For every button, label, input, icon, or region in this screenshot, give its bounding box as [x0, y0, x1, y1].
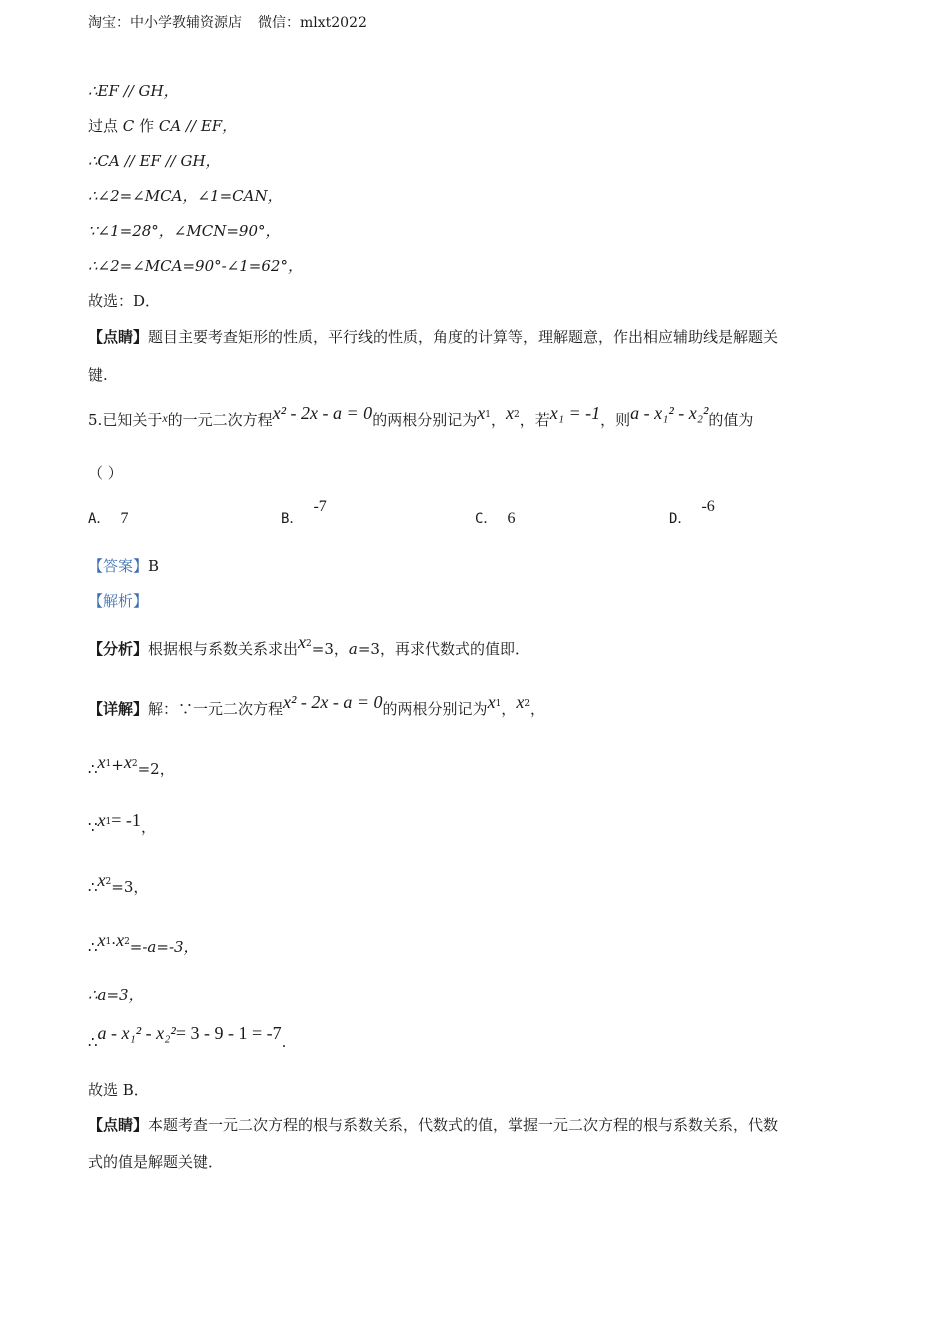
- step-1: $\therefore x_1+x_2=2$，: [88, 752, 175, 778]
- prev-line-1: ∴EF // GH，: [88, 82, 179, 100]
- expression: a - x₁² - x₂²: [630, 403, 709, 423]
- step-6: ∴a - x₁² - x₂²= 3 - 9 - 1 = -7.: [88, 1023, 287, 1051]
- comment-tag: 【点睛】: [88, 328, 149, 346]
- page-header: [88, 12, 367, 34]
- wechat-id: 微信：mlxt2022: [258, 15, 367, 31]
- step-4: $\therefore x_1\cdot x_2=-a=-3$，: [88, 930, 199, 956]
- dianjing-cont: 式的值是解题关键．: [88, 1153, 224, 1171]
- prev-comment-cont: 键.: [88, 366, 108, 384]
- prev-line-6: ∴∠2=∠MCA=90°-∠1=62°，: [88, 257, 303, 275]
- dianjing-line: 【点睛】本题考查一元二次方程的根与系数关系，代数式的值，掌握一元二次方程的根与系数关系，代数: [88, 1116, 779, 1134]
- prev-line-2: 过点 C 作 CA // EF，: [88, 117, 238, 135]
- equation: x² - 2x - a = 0: [272, 403, 373, 423]
- option-d[interactable]: D．-6: [669, 498, 715, 527]
- xiangjie-line: 【详解】解：∵一元二次方程x² - 2x - a = 0的两根分别记为$x_1$，$x_2$，: [88, 692, 546, 718]
- step-2: $\because x_1= -1$，: [88, 810, 156, 836]
- step-3: $\therefore x_2=3$，: [88, 870, 149, 896]
- answer-line: 【答案】B: [88, 557, 160, 575]
- analysis-tag: 【解析】: [88, 592, 149, 610]
- prev-comment: 【点睛】题目主要考查矩形的性质，平行线的性质，角度的计算等，理解题意，作出相应辅助线是解题关: [88, 328, 779, 346]
- question-5: 5.已知关于$^x$的一元二次方程x² - 2x - a = 0的两根分别记为$x_1$，$x_2$，若x₁ = -1，则a - x₁² - x₂²的值为: [88, 403, 754, 429]
- final-answer: 故选 B．: [88, 1081, 149, 1099]
- shop-name: 淘宝：中小学教辅资源店: [88, 15, 242, 31]
- answer-tag: 【答案】: [88, 557, 149, 575]
- fenxi-line: 【分析】根据根与系数关系求出$x_2=3$，a=3，再求代数式的值即．: [88, 632, 530, 658]
- prev-answer: 故选：D．: [88, 292, 161, 310]
- option-b[interactable]: B．-7: [281, 498, 327, 527]
- option-c[interactable]: C． 6: [475, 510, 516, 527]
- prev-line-5: ∵∠1=28°，∠MCN=90°，: [88, 222, 281, 240]
- step-5: ∴a=3，: [88, 986, 144, 1004]
- option-a[interactable]: A． 7: [88, 510, 129, 527]
- question-paren: （ ）: [88, 464, 123, 482]
- prev-line-4: ∴∠2=∠MCA，∠1=CAN，: [88, 187, 283, 205]
- condition: x₁ = -1: [549, 403, 601, 423]
- prev-line-3: ∴CA // EF // GH，: [88, 152, 221, 170]
